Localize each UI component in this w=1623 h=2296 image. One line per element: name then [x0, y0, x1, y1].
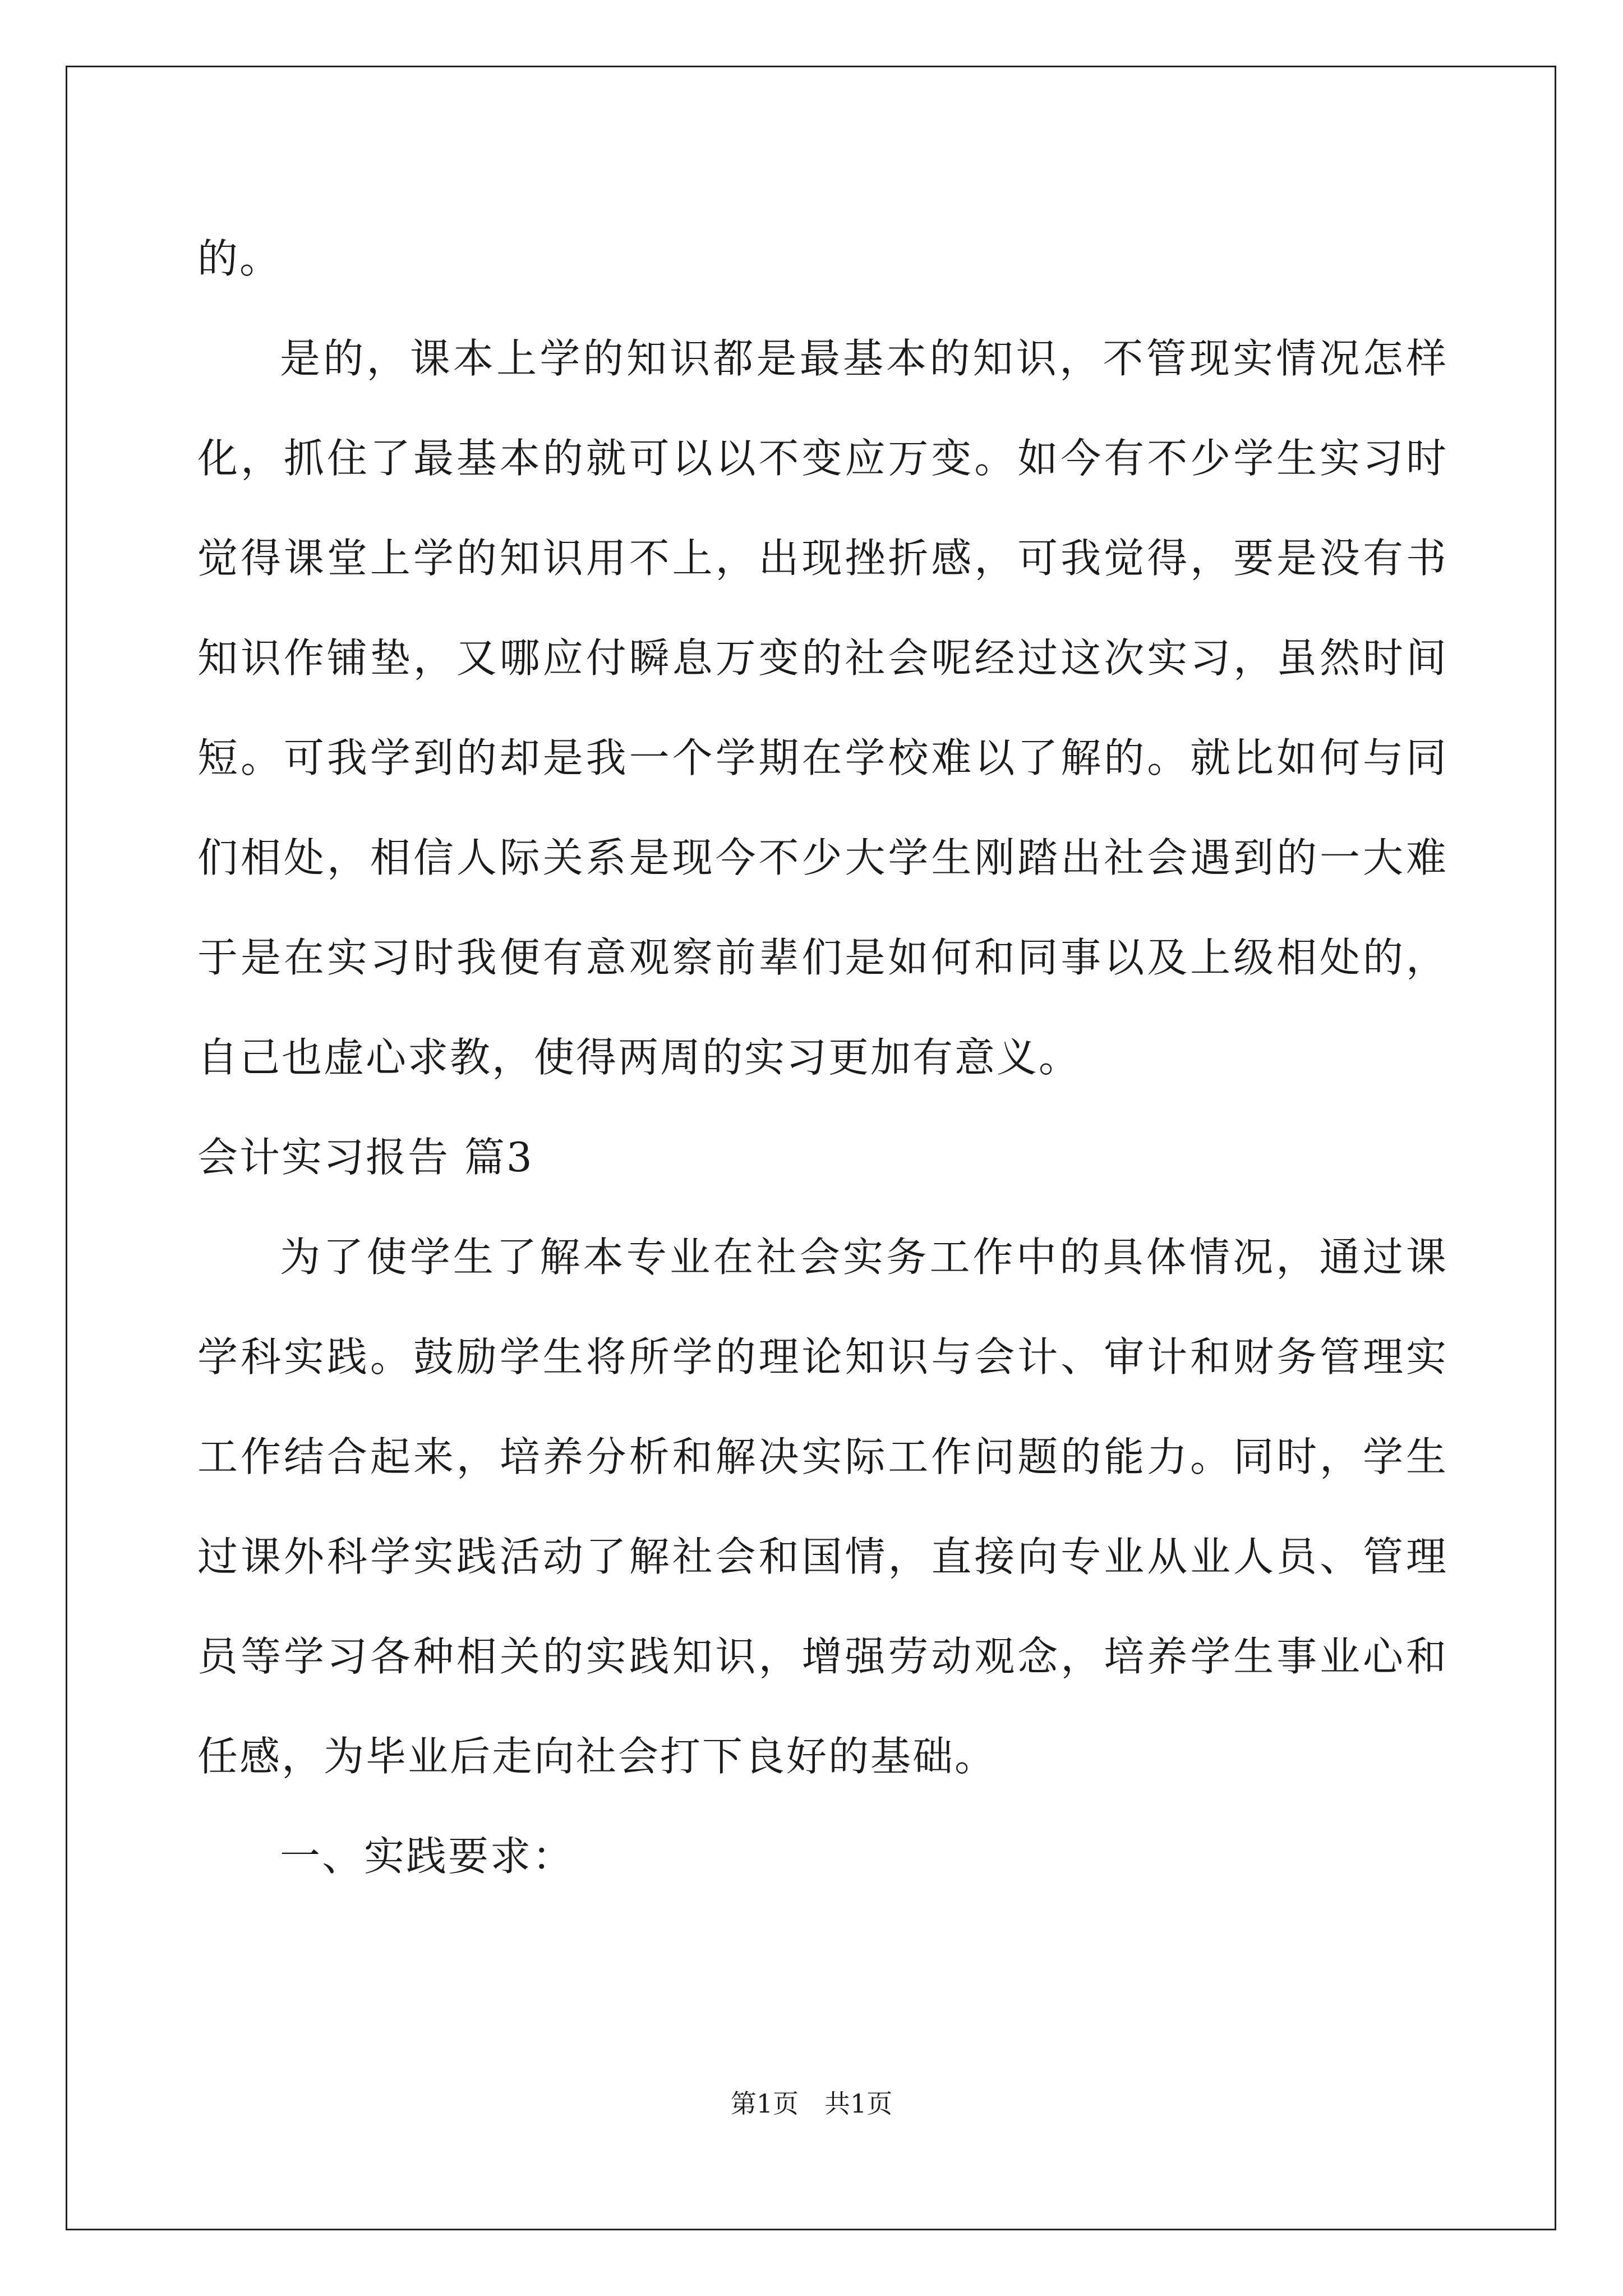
text-line: 员等学习各种相关的实践知识，增强劳动观念，培养学生事业心和 [197, 1633, 1448, 1680]
text-line: 是的，课本上学的知识都是最基本的知识，不管现实情况怎样 [280, 335, 1448, 382]
page-number: 第1页 共1页 [730, 2088, 893, 2119]
page-footer [0, 2087, 1623, 2120]
text-line: 短。可我学到的却是我一个学期在学校难以了解的。就比如何与同 [197, 734, 1448, 781]
text-line: 于是在实习时我便有意观察前辈们是如何和同事以及上级相处的， [197, 934, 1448, 981]
text-line: 们相处，相信人际关系是现今不少大学生刚踏出社会遇到的一大难 [197, 834, 1448, 881]
text-line: 学科实践。鼓励学生将所学的理论知识与会计、审计和财务管理实 [197, 1333, 1448, 1381]
section-heading: 会计实习报告 篇3 [197, 1134, 534, 1181]
text-line: 过课外科学实践活动了解社会和国情，直接向专业从业人员、管理 [197, 1533, 1448, 1580]
document-body [197, 209, 1448, 1906]
subsection-heading: 一、实践要求： [280, 1833, 575, 1880]
text-line: 工作结合起来，培养分析和解决实际工作问题的能力。同时，学生 [197, 1433, 1448, 1480]
text-line: 自己也虚心求教，使得两周的实习更加有意义。 [197, 1034, 1081, 1081]
text-line: 任感，为毕业后走向社会打下良好的基础。 [197, 1733, 997, 1780]
text-line: 的。 [197, 235, 282, 282]
text-line: 知识作铺垫，又哪应付瞬息万变的社会呢经过这次实习，虽然时间 [197, 634, 1448, 682]
text-line: 为了使学生了解本专业在社会实务工作中的具体情况，通过课 [280, 1234, 1448, 1281]
text-line: 觉得课堂上学的知识用不上，出现挫折感，可我觉得，要是没有书 [197, 535, 1448, 582]
text-line: 化，抓住了最基本的就可以以不变应万变。如今有不少学生实习时 [197, 435, 1448, 482]
